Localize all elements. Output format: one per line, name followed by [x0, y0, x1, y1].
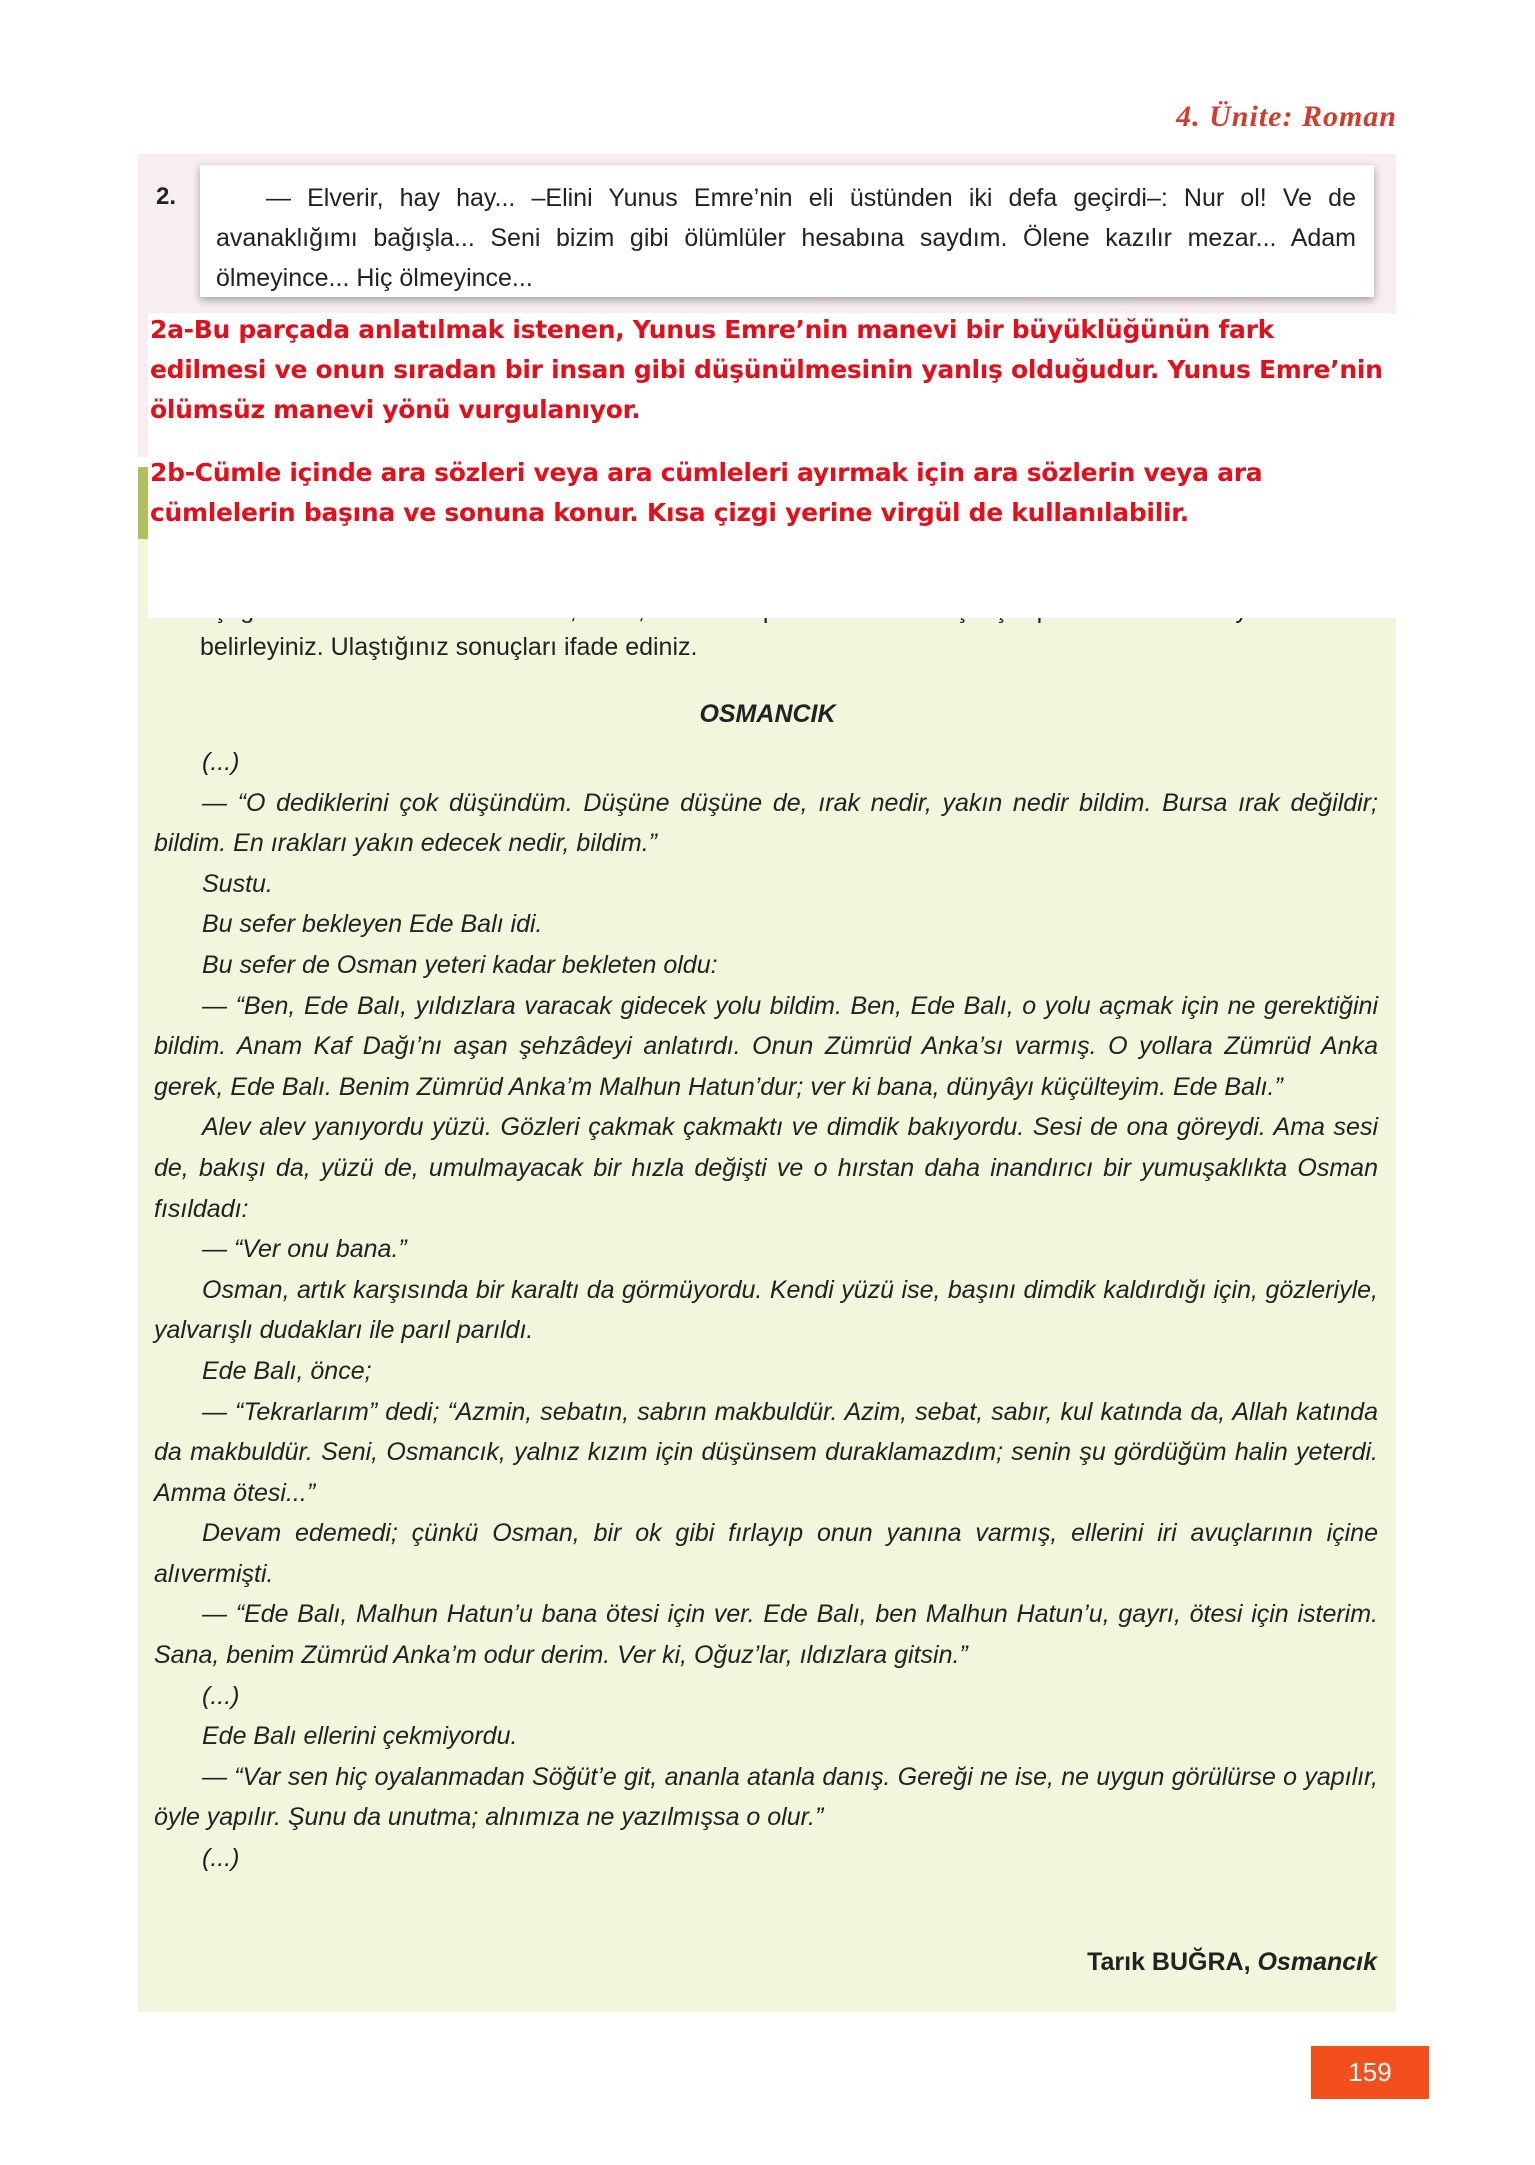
book-title: Osmancık [1257, 1948, 1377, 1976]
citation [1087, 1948, 1377, 1977]
story-title: OSMANCIK [699, 700, 836, 728]
answer-2a: 2a-Bu parçada anlatılmak istenen, Yunus Emre’nin manevi bir büyüklüğünün fark edilmesi ve onun sıradan bir insan gibi düşünülmesinin yanlış olduğudur. Yunus Emre’nin ölümsüz manevi yönü vurgulanıyor. [150, 315, 1383, 424]
story-paragraph: — “Var sen hiç oyalanmadan Söğüt’e git, ananla atanla danış. Gereği ne ise, ne uygun görülürse o yapılır, öyle yapılır. Şunu da unutma; alnımıza ne yazılmışsa o olur.” [154, 1762, 1378, 1832]
question-number: 2. [156, 183, 177, 210]
story-paragraph: Ede Balı, önce; [202, 1356, 372, 1385]
instruction-text: belirleyiniz. Ulaştığınız sonuçları ifade ediniz. [200, 633, 698, 661]
unit-title: 4. Ünite: Roman [1176, 100, 1397, 133]
story-paragraph: — “Ede Balı, Malhun Hatun’u bana ötesi için ver. Ede Balı, ben Malhun Hatun’u, gayrı, ötesi için isterim. Sana, benim Zümrüd Anka’m odur derim. Ver ki, Oğuz’lar, ıldızlara gitsin.” [154, 1600, 1378, 1670]
story-paragraph: (...) [202, 1844, 240, 1873]
story-text [154, 742, 1378, 1879]
quote-box: — Elverir, hay hay... –Elini Yunus Emre’nin eli üstünden iki defa geçirdi–: Nur ol! Ve de avanaklığımı bağışla... Seni bizim gibi ölümlüler hesabına saydım. Ölene kazılır mezar... Adam ölmeyince... Hiç ölmeyince... [200, 165, 1374, 297]
story-paragraph: (...) [202, 748, 240, 776]
story-paragraph: Osman, artık karşısında bir karaltı da görmüyordu. Kendi yüzü ise, başını dimdik kaldırdığı için, gözleriyle, yalvarışlı dudakları ile parıl parıldı. [154, 1275, 1378, 1345]
story-title-row [0, 700, 1535, 729]
story-paragraph: Ede Balı ellerini çekmiyordu. [202, 1722, 518, 1751]
story-paragraph: Alev alev yanıyordu yüzü. Gözleri çakmak çakmaktı ve dimdik bakıyordu. Sesi de ona göreydi. Ama sesi de, bakışı da, yüzü de, umulmayacak bir hızla değişti ve o hırstan daha inandırıcı bir yumuşaklıkta Osman fısıldadı: [154, 1113, 1378, 1223]
story-paragraph: Sustu. [202, 869, 273, 898]
story-paragraph: (...) [202, 1681, 240, 1710]
story-paragraph: Bu sefer bekleyen Ede Balı idi. [202, 910, 543, 939]
story-paragraph: — “Ben, Ede Balı, yıldızlara varacak gidecek yolu bildim. Ben, Ede Balı, o yolu açmak için ne gerektiğini bildim. Anam Kaf Dağı’nı aşan şehzâdeyi anlatırdı. Onun Zümrüd Anka’sı varmış. O yollara Zümrüd Anka gerek, Ede Balı. Benim Zümrüd Anka’m Malhun Hatun’dur; ver ki bana, dünyâyı küçülteyim. Ede Balı.” [154, 991, 1378, 1101]
story-paragraph: Devam edemedi; çünkü Osman, bir ok gibi fırlayıp onun yanına varmış, ellerini iri avuçlarının içine alıvermişti. [154, 1519, 1378, 1588]
author-name: Tarık BUĞRA, [1087, 1948, 1251, 1976]
page-number: 159 [1311, 2046, 1429, 2099]
answer-2b: 2b-Cümle içinde ara sözleri veya ara cümleleri ayırmak için ara sözlerin veya ara cümlelerin başına ve sonuna konur. Kısa çizgi yerine virgül de kullanılabilir. [150, 458, 1263, 527]
story-paragraph: — “O dediklerini çok düşündüm. Düşüne düşüne de, ırak nedir, yakın nedir bildim. Bursa ırak değildir; bildim. En ırakları yakın edecek nedir, bildim.” [154, 788, 1378, 858]
story-paragraph: — “Tekrarlarım” dedi; “Azmin, sebatın, sabrın makbuldür. Azim, sebat, sabır, kul katında da, Allah katında da makbuldür. Seni, Osmancık, yalnız kızım için düşünsem duraklamazdım; senin şu gördüğüm halin yeterdi. Amma ötesi...” [154, 1397, 1378, 1507]
story-paragraph: — “Ver onu bana.” [202, 1235, 407, 1264]
story-paragraph: Bu sefer de Osman yeteri kadar bekleten oldu: [202, 950, 718, 979]
